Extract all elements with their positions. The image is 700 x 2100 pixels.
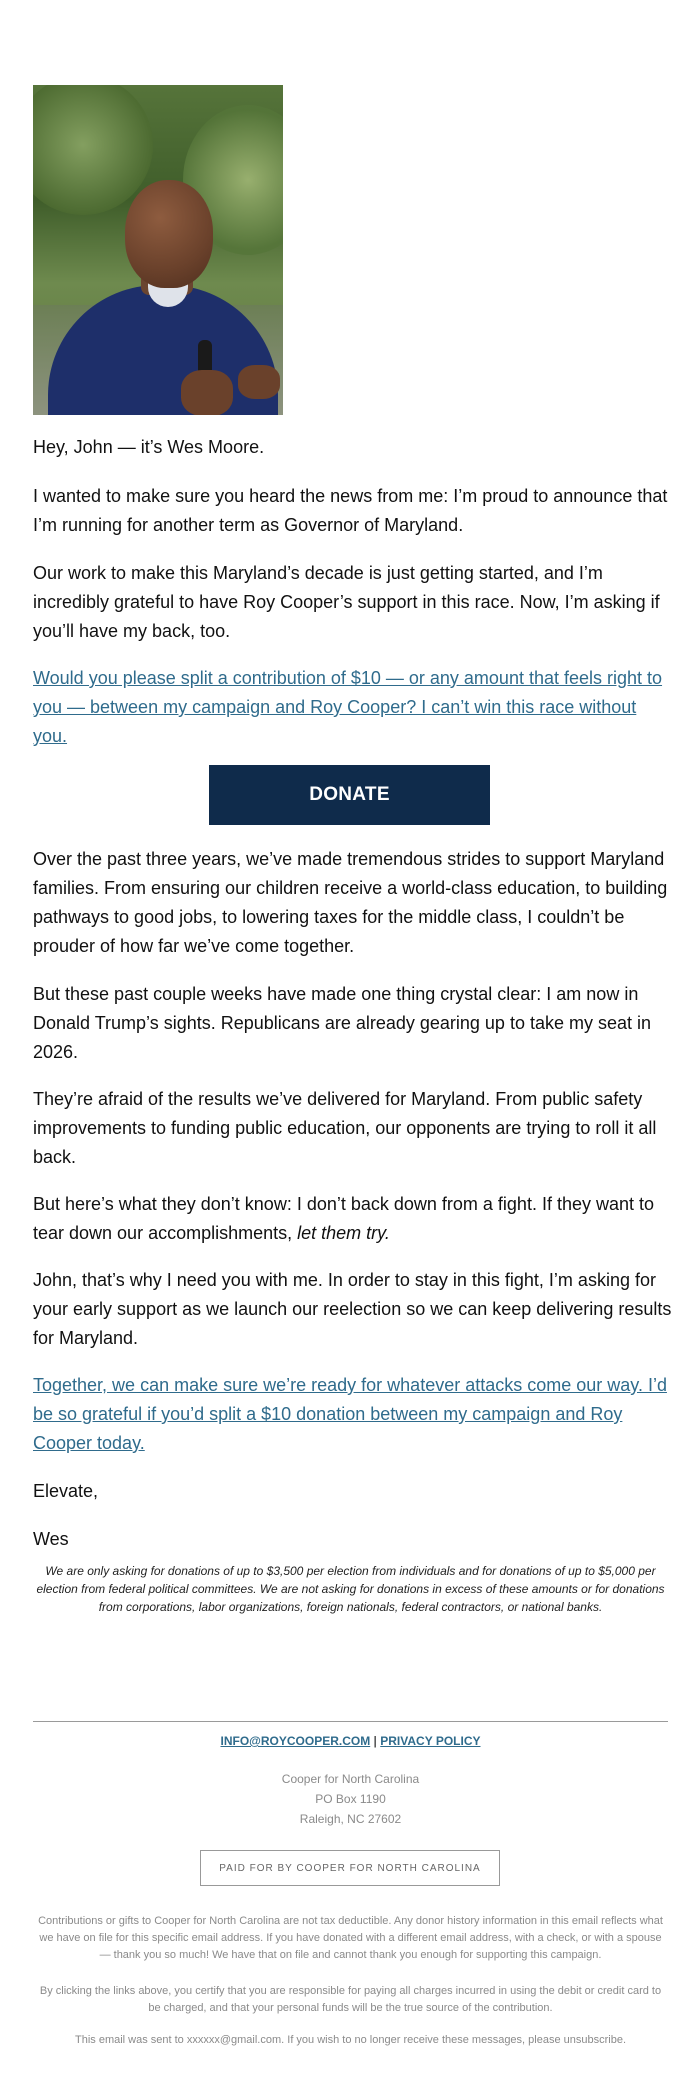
certification-notice: By clicking the links above, you certify that you are responsible for paying all charges incurred in using the debit or credit card to be charged, and that your personal funds will be the true source of the contribution.	[39, 1985, 662, 2014]
city-state-zip: Raleigh, NC 27602	[299, 1812, 402, 1826]
paragraph-support: Our work to make this Maryland’s decade is just getting started, and I’m incredibly grateful to have Roy Cooper’s support in this race. Now, I’m asking if you’ll have my back, too.	[33, 563, 660, 641]
privacy-policy-link[interactable]: PRIVACY POLICY	[380, 1734, 481, 1748]
footer-links	[33, 1734, 668, 1748]
contribution-link[interactable]: Would you please split a contribution of $10 — or any amount that feels right to you — between my campaign and Roy Cooper? I can’t win this race without you.	[33, 668, 663, 746]
signoff: Elevate,	[33, 1481, 99, 1501]
paragraph-announcement: I wanted to make sure you heard the news from me: I’m proud to announce that I’m running for another term as Governor of Maryland.	[33, 486, 668, 535]
donation-link[interactable]: Together, we can make sure we’re ready for whatever attacks come our way. I’d be so grateful if you’d split a $10 donation between my campaign and Roy Cooper today.	[33, 1375, 667, 1453]
paragraph-fight-text: But here’s what they don’t know: I don’t back down from a fight. If they want to tear down our accomplishments,	[33, 1194, 655, 1243]
let-them-try: let them try.	[297, 1223, 390, 1243]
org-name: Cooper for North Carolina	[281, 1772, 420, 1786]
paragraph-fight	[33, 1190, 673, 1248]
donate-button[interactable]: DONATE	[209, 765, 490, 825]
paragraph-strides: Over the past three years, we’ve made tremendous strides to support Maryland families. From ensuring our children receive a world-class education, to building pathways to good jobs, to lowering taxes for the middle class, I couldn’t be prouder of how far we’ve come together.	[33, 849, 668, 956]
tax-notice: Contributions or gifts to Cooper for North Carolina are not tax deductible. Any donor history information in this email reflects what we have on file for this specific email address. If you have donated with a different email address, with a check, or with a spouse — thank you so much! We have that on file and cannot thank you enough for supporting this campaign.	[38, 1915, 663, 1961]
paragraph-afraid: They’re afraid of the results we’ve delivered for Maryland. From public safety improvements to funding public education, our opponents are trying to roll it all back.	[33, 1089, 657, 1167]
footer-divider	[33, 1721, 668, 1722]
link-separator: |	[373, 1734, 377, 1748]
unsubscribe-notice[interactable]: This email was sent to xxxxxx@gmail.com. If you wish to no longer receive these messages, please unsubscribe.	[74, 2034, 627, 2046]
signature: Wes	[33, 1529, 69, 1549]
greeting: Hey, John — it’s Wes Moore.	[33, 437, 265, 457]
ask-paragraph-2	[33, 1371, 673, 1458]
email-link[interactable]: INFO@ROYCOOPER.COM	[220, 1734, 371, 1748]
paragraph-need-you: John, that’s why I need you with me. In order to stay in this fight, I’m asking for your early support as we launch our reelection so we can keep delivering results for Maryland.	[33, 1270, 672, 1348]
contribution-disclaimer: We are only asking for donations of up to $3,500 per election from individuals and for donations of up to $5,000 per election from federal political committees. We are not asking for donations in excess of these amounts or for donations from corporations, labor organizations, foreign nationals, federal contractors, or national banks.	[36, 1564, 665, 1614]
paragraph-sights: But these past couple weeks have made one thing crystal clear: I am now in Donald Trump’s sights. Republicans are already gearing up to take my seat in 2026.	[33, 984, 652, 1062]
ask-paragraph-1	[33, 664, 673, 751]
paid-for-box: PAID FOR BY COOPER FOR NORTH CAROLINA	[200, 1850, 500, 1886]
wes-moore-photo	[33, 85, 283, 415]
po-box: PO Box 1190	[315, 1792, 386, 1806]
